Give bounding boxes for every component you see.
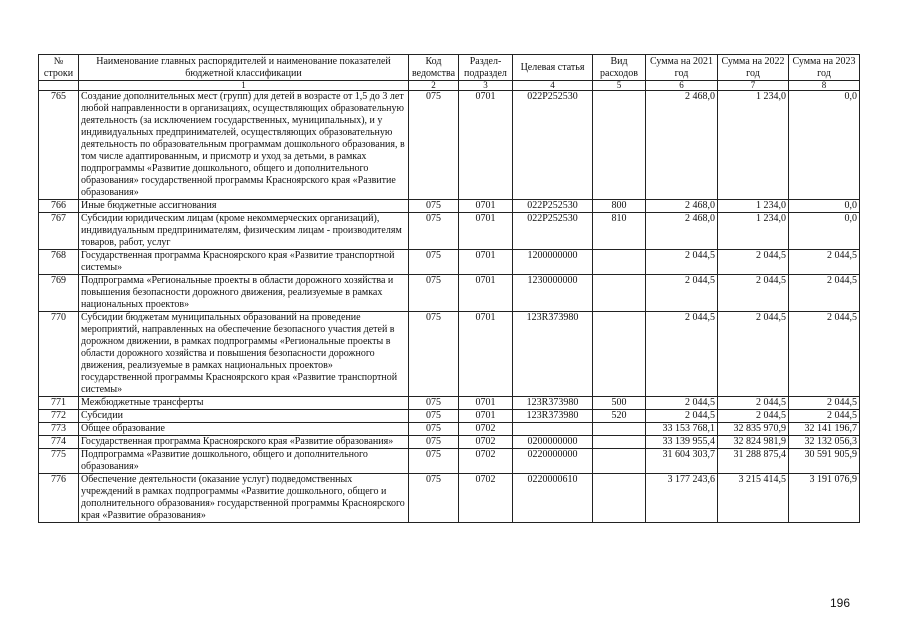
target-article-cell: 123R373980 xyxy=(513,410,593,423)
department-code-cell: 075 xyxy=(409,436,459,449)
section-cell: 0701 xyxy=(459,397,513,410)
department-code-cell: 075 xyxy=(409,312,459,397)
expense-type-cell xyxy=(593,436,646,449)
row-name-cell: Иные бюджетные ассигнования xyxy=(79,200,409,213)
row-number-cell: 772 xyxy=(39,410,79,423)
expense-type-cell: 810 xyxy=(593,213,646,250)
department-code-cell: 075 xyxy=(409,275,459,312)
table-row xyxy=(39,397,860,410)
row-name-cell: Субсидии бюджетам муниципальных образований на проведение мероприятий, направленных на обеспечение безопасного участия детей в дорожном движении, в рамках подпрограммы «Региональные проекты в области дорожного хозяйства и повышения безопасности дорожного движения, реализуемые в рамках национальных проектов» государственной программы Красноярского края «Развитие транспортной системы» xyxy=(79,312,409,397)
row-name-cell: Субсидии xyxy=(79,410,409,423)
column-index: 6 xyxy=(646,81,718,91)
table-row xyxy=(39,474,860,523)
target-article-cell: 123R373980 xyxy=(513,312,593,397)
target-article-cell xyxy=(513,423,593,436)
sum-2021-cell: 2 044,5 xyxy=(646,410,718,423)
sum-2023-cell: 2 044,5 xyxy=(789,312,860,397)
sum-2021-cell: 2 468,0 xyxy=(646,200,718,213)
target-article-cell: 123R373980 xyxy=(513,397,593,410)
department-code-cell: 075 xyxy=(409,410,459,423)
column-index: 8 xyxy=(789,81,860,91)
department-code-cell: 075 xyxy=(409,449,459,474)
department-code-cell: 075 xyxy=(409,200,459,213)
sum-2022-cell: 2 044,5 xyxy=(718,397,789,410)
sum-2023-cell: 2 044,5 xyxy=(789,275,860,312)
sum-2023-cell: 0,0 xyxy=(789,213,860,250)
section-cell: 0701 xyxy=(459,91,513,200)
expense-type-cell xyxy=(593,250,646,275)
sum-2022-cell: 1 234,0 xyxy=(718,200,789,213)
target-article-cell: 0220000610 xyxy=(513,474,593,523)
target-article-cell: 022P252530 xyxy=(513,213,593,250)
sum-2023-cell: 30 591 905,9 xyxy=(789,449,860,474)
section-cell: 0702 xyxy=(459,436,513,449)
table-row xyxy=(39,200,860,213)
sum-2023-cell: 3 191 076,9 xyxy=(789,474,860,523)
row-number-cell: 766 xyxy=(39,200,79,213)
sum-2023-cell: 32 141 196,7 xyxy=(789,423,860,436)
row-name-cell: Общее образование xyxy=(79,423,409,436)
sum-2022-cell: 32 835 970,9 xyxy=(718,423,789,436)
expense-type-cell: 500 xyxy=(593,397,646,410)
target-article-cell: 022P252530 xyxy=(513,91,593,200)
target-article-cell: 1230000000 xyxy=(513,275,593,312)
sum-2023-cell: 2 044,5 xyxy=(789,397,860,410)
table-row xyxy=(39,449,860,474)
header-section: Раздел-подраздел xyxy=(459,55,513,81)
department-code-cell: 075 xyxy=(409,397,459,410)
sum-2021-cell: 3 177 243,6 xyxy=(646,474,718,523)
sum-2022-cell: 2 044,5 xyxy=(718,410,789,423)
sum-2022-cell: 2 044,5 xyxy=(718,312,789,397)
section-cell: 0701 xyxy=(459,213,513,250)
column-index: 2 xyxy=(409,81,459,91)
column-index: 7 xyxy=(718,81,789,91)
sum-2021-cell: 2 044,5 xyxy=(646,275,718,312)
header-name: Наименование главных распорядителей и наименование показателей бюджетной классификации xyxy=(79,55,409,81)
department-code-cell: 075 xyxy=(409,91,459,200)
sum-2022-cell: 32 824 981,9 xyxy=(718,436,789,449)
row-number-cell: 767 xyxy=(39,213,79,250)
header-sum-2023: Сумма на 2023 год xyxy=(789,55,860,81)
sum-2023-cell: 32 132 056,3 xyxy=(789,436,860,449)
expense-type-cell xyxy=(593,423,646,436)
budget-table xyxy=(38,54,860,523)
header-sum-2022: Сумма на 2022 год xyxy=(718,55,789,81)
row-name-cell: Межбюджетные трансферты xyxy=(79,397,409,410)
row-name-cell: Создание дополнительных мест (групп) для детей в возрасте от 1,5 до 3 лет любой направленности в организациях, осуществляющих образовательную деятельность (за исключением государственных, муниципальных), и у индивидуальных предпринимателей, осуществляющих образовательную деятельность по образовательным программам дошкольного образования, в том числе адаптированным, и присмотр и уход за детьми, в рамках подпрограммы «Развитие дошкольного, общего и дополнительного образования» государственной программы Красноярского края «Развитие образования» xyxy=(79,91,409,200)
expense-type-cell xyxy=(593,275,646,312)
sum-2023-cell: 2 044,5 xyxy=(789,410,860,423)
table-header-row xyxy=(39,55,860,81)
header-target-article: Целевая статья xyxy=(513,55,593,81)
header-row-number: № строки xyxy=(39,55,79,81)
column-index: 3 xyxy=(459,81,513,91)
expense-type-cell: 520 xyxy=(593,410,646,423)
sum-2023-cell: 0,0 xyxy=(789,200,860,213)
column-index xyxy=(39,81,79,91)
sum-2022-cell: 1 234,0 xyxy=(718,213,789,250)
table-row xyxy=(39,410,860,423)
row-number-cell: 776 xyxy=(39,474,79,523)
header-sum-2021: Сумма на 2021 год xyxy=(646,55,718,81)
expense-type-cell: 800 xyxy=(593,200,646,213)
section-cell: 0701 xyxy=(459,275,513,312)
sum-2021-cell: 31 604 303,7 xyxy=(646,449,718,474)
table-row xyxy=(39,423,860,436)
target-article-cell: 022P252530 xyxy=(513,200,593,213)
sum-2023-cell: 0,0 xyxy=(789,91,860,200)
expense-type-cell xyxy=(593,449,646,474)
row-number-cell: 775 xyxy=(39,449,79,474)
sum-2022-cell: 2 044,5 xyxy=(718,275,789,312)
page-number: 196 xyxy=(830,596,851,610)
section-cell: 0701 xyxy=(459,200,513,213)
table-row xyxy=(39,312,860,397)
sum-2021-cell: 2 044,5 xyxy=(646,312,718,397)
section-cell: 0702 xyxy=(459,449,513,474)
department-code-cell: 075 xyxy=(409,474,459,523)
sum-2022-cell: 31 288 875,4 xyxy=(718,449,789,474)
row-name-cell: Подпрограмма «Региональные проекты в области дорожного хозяйства и повышения безопасности дорожного движения, реализуемые в рамках национальных проектов» xyxy=(79,275,409,312)
section-cell: 0701 xyxy=(459,410,513,423)
table-row xyxy=(39,91,860,200)
sum-2021-cell: 33 153 768,1 xyxy=(646,423,718,436)
table-row xyxy=(39,275,860,312)
sum-2021-cell: 2 044,5 xyxy=(646,397,718,410)
row-number-cell: 773 xyxy=(39,423,79,436)
sum-2021-cell: 2 044,5 xyxy=(646,250,718,275)
sum-2023-cell: 2 044,5 xyxy=(789,250,860,275)
header-department-code: Код ведомства xyxy=(409,55,459,81)
sum-2021-cell: 33 139 955,4 xyxy=(646,436,718,449)
sum-2022-cell: 3 215 414,5 xyxy=(718,474,789,523)
section-cell: 0702 xyxy=(459,474,513,523)
sum-2021-cell: 2 468,0 xyxy=(646,213,718,250)
row-name-cell: Подпрограмма «Развитие дошкольного, общего и дополнительного образования» xyxy=(79,449,409,474)
target-article-cell: 0200000000 xyxy=(513,436,593,449)
department-code-cell: 075 xyxy=(409,250,459,275)
table-row xyxy=(39,213,860,250)
table-row xyxy=(39,436,860,449)
header-expense-type: Вид расходов xyxy=(593,55,646,81)
row-name-cell: Государственная программа Красноярского края «Развитие транспортной системы» xyxy=(79,250,409,275)
table-body xyxy=(39,91,860,523)
department-code-cell: 075 xyxy=(409,423,459,436)
column-index: 5 xyxy=(593,81,646,91)
section-cell: 0701 xyxy=(459,312,513,397)
row-name-cell: Субсидии юридическим лицам (кроме некоммерческих организаций), индивидуальным предпринимателям, физическим лицам - производителям товаров, работ, услуг xyxy=(79,213,409,250)
department-code-cell: 075 xyxy=(409,213,459,250)
row-number-cell: 770 xyxy=(39,312,79,397)
column-index-row xyxy=(39,81,860,91)
expense-type-cell xyxy=(593,474,646,523)
target-article-cell: 0220000000 xyxy=(513,449,593,474)
table-row xyxy=(39,250,860,275)
sum-2022-cell: 2 044,5 xyxy=(718,250,789,275)
section-cell: 0701 xyxy=(459,250,513,275)
row-name-cell: Государственная программа Красноярского края «Развитие образования» xyxy=(79,436,409,449)
sum-2022-cell: 1 234,0 xyxy=(718,91,789,200)
row-number-cell: 771 xyxy=(39,397,79,410)
row-number-cell: 765 xyxy=(39,91,79,200)
expense-type-cell xyxy=(593,312,646,397)
sum-2021-cell: 2 468,0 xyxy=(646,91,718,200)
row-name-cell: Обеспечение деятельности (оказание услуг) подведомственных учреждений в рамках подпрограммы «Развитие дошкольного, общего и дополнительного образования» государственной программы Красноярского края «Развитие образования» xyxy=(79,474,409,523)
column-index: 1 xyxy=(79,81,409,91)
column-index: 4 xyxy=(513,81,593,91)
target-article-cell: 1200000000 xyxy=(513,250,593,275)
section-cell: 0702 xyxy=(459,423,513,436)
expense-type-cell xyxy=(593,91,646,200)
row-number-cell: 774 xyxy=(39,436,79,449)
row-number-cell: 769 xyxy=(39,275,79,312)
row-number-cell: 768 xyxy=(39,250,79,275)
